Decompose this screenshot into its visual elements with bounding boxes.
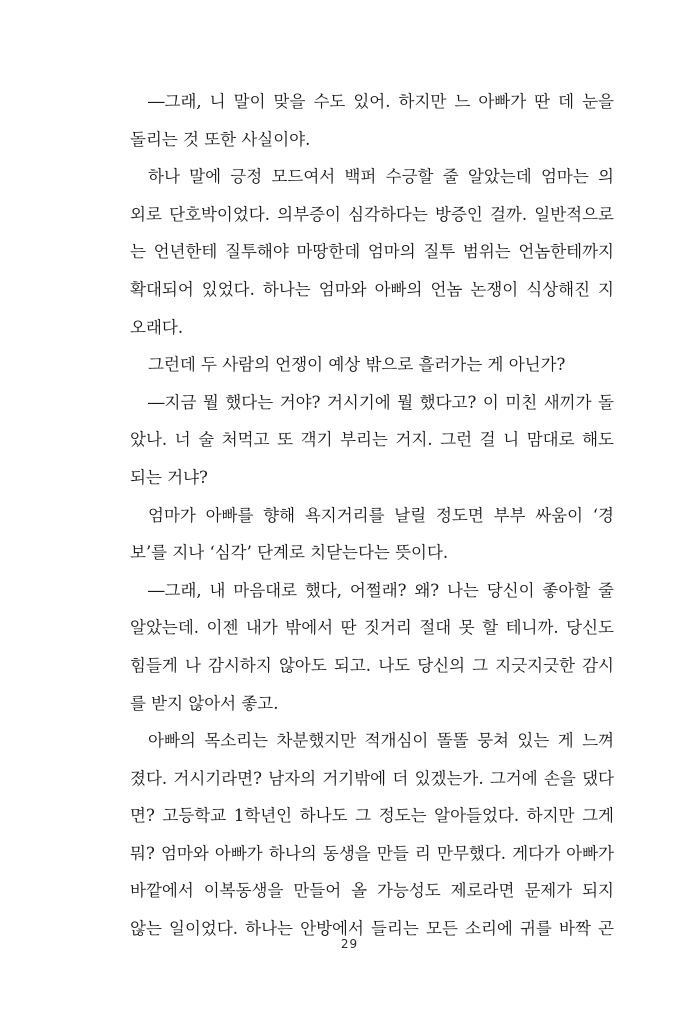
text-line: 않는 일이었다. 하나는 안방에서 들리는 모든 소리에 귀를 바짝 곤: [130, 919, 614, 939]
text-line: 졌다. 거시기라면? 남자의 거기밖에 더 있겠는가. 그거에 손을 댔다: [130, 768, 614, 788]
body-text: [130, 83, 614, 948]
text-line: ―그래, 내 마음대로 했다, 어쩔래? 왜? 나는 당신이 좋아할 줄: [148, 580, 614, 600]
text-line: 았나. 너 술 처먹고 또 객기 부리는 거지. 그런 걸 니 맘대로 해도: [130, 430, 614, 450]
text-line: 면? 고등학교 1학년인 하나도 그 정도는 알아들었다. 하지만 그게: [130, 806, 614, 826]
text-line: 는 언년한테 질투해야 마땅한데 엄마의 질투 범위는 언놈한테까지: [130, 242, 614, 262]
text-line: ―그래, 니 말이 맞을 수도 있어. 하지만 느 아빠가 딴 데 눈을: [148, 92, 614, 111]
text-line: 를 받지 않아서 좋고.: [130, 693, 279, 713]
text-line: 외로 단호박이었다. 의부증이 심각하다는 방증인 걸까. 일반적으로: [130, 204, 614, 224]
text-line: ―지금 뭘 했다는 거야? 거시기에 뭘 했다고? 이 미친 새끼가 돌: [148, 392, 614, 412]
text-line: 돌리는 것 또한 사실이야.: [130, 129, 311, 149]
text-line: 아빠의 목소리는 차분했지만 적개심이 똘똘 뭉쳐 있는 게 느껴: [148, 731, 614, 751]
text-line: 알았는데. 이젠 내가 밖에서 딴 짓거리 절대 못 할 테니까. 당신도: [130, 618, 614, 638]
text-line: 그런데 두 사람의 언쟁이 예상 밖으로 흘러가는 게 아닌가?: [148, 355, 566, 375]
text-line: 뭐? 엄마와 아빠가 하나의 동생을 만들 리 만무했다. 게다가 아빠가: [130, 843, 614, 863]
text-line: 되는 거냐?: [130, 467, 208, 487]
text-line: 힘들게 나 감시하지 않아도 되고. 나도 당신의 그 지긋지긋한 감시: [130, 655, 614, 675]
text-line: 오래다.: [130, 317, 184, 337]
text-line: 확대되어 있었다. 하나는 엄마와 아빠의 언놈 논쟁이 식상해진 지: [130, 279, 614, 299]
text-line: 엄마가 아빠를 향해 욕지거리를 날릴 정도면 부부 싸움이 ‘경: [148, 505, 614, 525]
text-line: 하나 말에 긍정 모드여서 백퍼 수긍할 줄 알았는데 엄마는 의: [148, 167, 614, 187]
text-line: 바깥에서 이복동생을 만들어 올 가능성도 제로라면 문제가 되지: [130, 881, 614, 901]
page-number: 29: [340, 937, 359, 951]
text-line: 보’를 지나 ‘심각’ 단계로 치닫는다는 뜻이다.: [130, 543, 449, 563]
